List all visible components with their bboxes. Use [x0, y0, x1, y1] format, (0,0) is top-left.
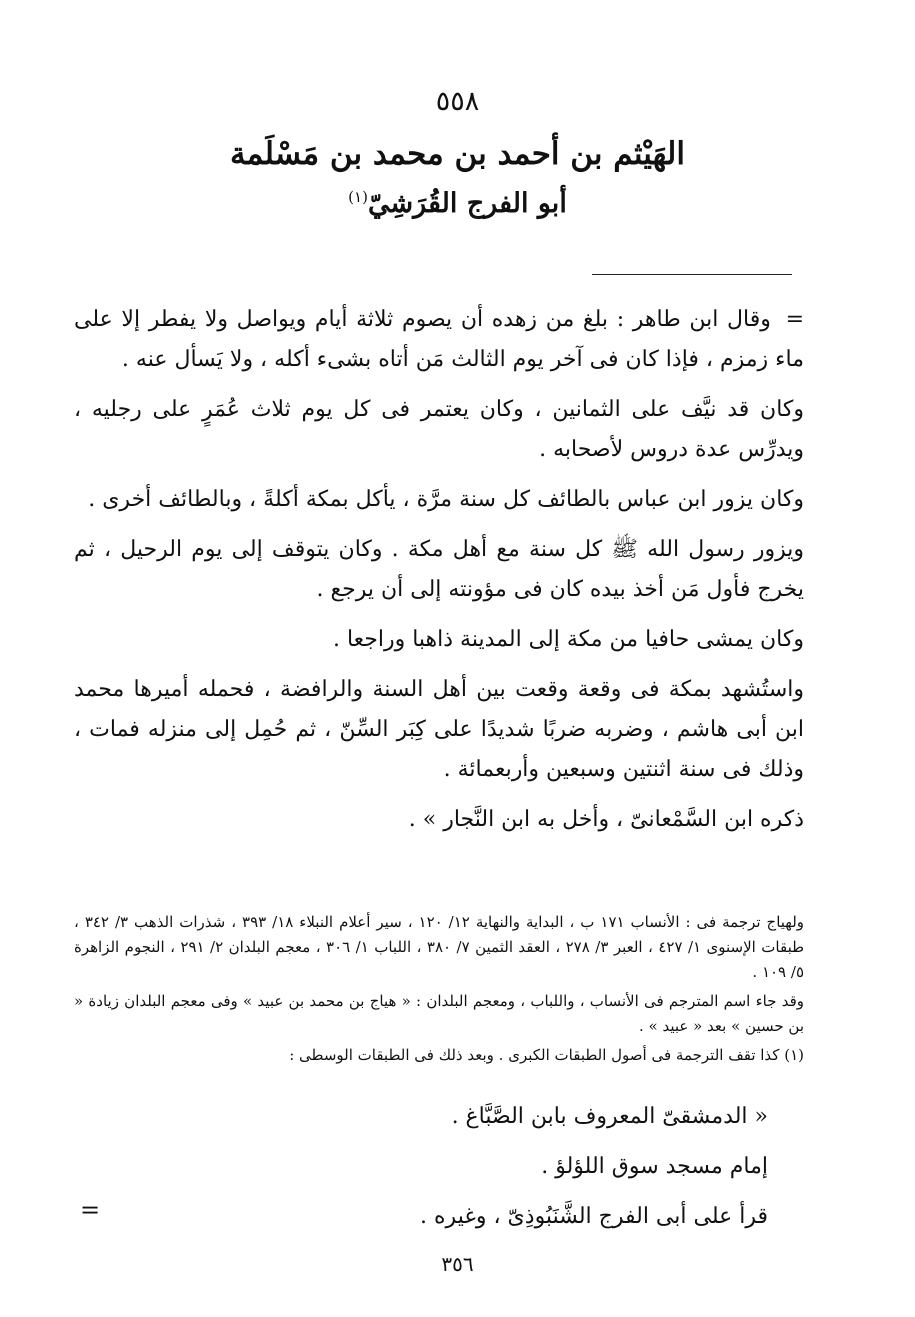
- footnote: (١) كذا تقف الترجمة فى أصول الطبقات الكبرى . وبعد ذلك فى الطبقات الوسطى :: [289, 1046, 804, 1064]
- paragraph: وكان قد نيَّف على الثمانين ، وكان يعتمر فى كل يوم ثلاث عُمَرٍ على رجليه ، ويدرِّس عدة دروس لأصحابه .: [74, 397, 804, 462]
- footnote: وقد جاء اسم المترجم فى الأنساب ، واللباب ، ومعجم البلدان : « هياج بن محمد بن عبيد » وفى معجم البلدان زيادة « بن حسين » بعد « عبيد » .: [74, 992, 804, 1035]
- footnotes: [74, 910, 804, 1072]
- entry-number: ٥٥٨: [435, 86, 480, 117]
- footnote-separator: [592, 274, 792, 275]
- continuation-mark: =: [80, 1196, 101, 1224]
- quote-line: إمام مسجد سوق اللؤلؤ .: [541, 1154, 768, 1179]
- footnote: ولهياج ترجمة فى : الأنساب ١٧١ ب ، البداية والنهاية ١٢/ ١٢٠ ، سير أعلام النبلاء ١٨/ ٣٩٣ ، شذرات الذهب ٣/ ٣٤٢ ، طبقات الإسنوى ١/ ٤٢٧ ، العبر ٣/ ٢٧٨ ، العقد الثمين ٧/ ٣٨٠ ، اللباب ١/ ٣٠٦ ، معجم البلدان ٢/ ٢٩١ ، النجوم الزاهرة ٥/ ١٠٩ .: [74, 913, 805, 981]
- page-number: ٣٥٦: [441, 1252, 474, 1276]
- paragraph: وكان يمشى حافيا من مكة إلى المدينة ذاهبا وراجعا .: [332, 627, 804, 652]
- quoted-text: [74, 1092, 804, 1242]
- paragraph: [74, 300, 804, 380]
- paragraph: ذكره ابن السَّمْعانىّ ، وأخل به ابن النَّجار » .: [408, 807, 804, 832]
- paragraph: ويزور رسول الله ﷺ كل سنة مع أهل مكة . وكان يتوقف إلى يوم الرحيل ، ثم يخرج فأول مَن أخذ بيده كان فى مؤونته إلى أن يرجع .: [74, 537, 804, 602]
- entry-title: الهَيْثم بن أحمد بن محمد بن مَسْلَمة: [230, 136, 685, 172]
- paragraph: واستُشهد بمكة فى وقعة وقعت بين أهل السنة والرافضة ، فحمله أميرها محمد ابن أبى هاشم ، وضربه ضربًا شديدًا على كِبَر السِّنّ ، ثم حُمِل إلى منزله فمات ، وذلك فى سنة اثنتين وسبعين وأربعمائة .: [74, 677, 804, 782]
- footnote-reference: (١): [348, 188, 368, 206]
- main-text: [74, 300, 804, 850]
- paragraph-text: وقال ابن طاهر : بلغ من زهده أن يصوم ثلاثة أيام ويواصل ولا يفطر إلا على ماء زمزم ، فإذا كان فى آخر يوم الثالث مَن أتاه بشىء أكله ، ولا يَسأل عنه .: [74, 307, 804, 372]
- paragraph: وكان يزور ابن عباس بالطائف كل سنة مرَّة ، يأكل بمكة أكلةً ، وبالطائف أخرى .: [88, 487, 804, 512]
- quote-line: « الدمشقىّ المعروف بابن الصَّبَّاغ .: [451, 1104, 768, 1129]
- quote-line: قرأ على أبى الفرج الشَّنَبُوذِىّ ، وغيره .: [420, 1204, 768, 1229]
- entry-subtitle: [0, 188, 915, 219]
- entry-kunya: أبو الفرج القُرَشِيّ: [367, 188, 567, 219]
- continuation-mark: =: [785, 307, 804, 332]
